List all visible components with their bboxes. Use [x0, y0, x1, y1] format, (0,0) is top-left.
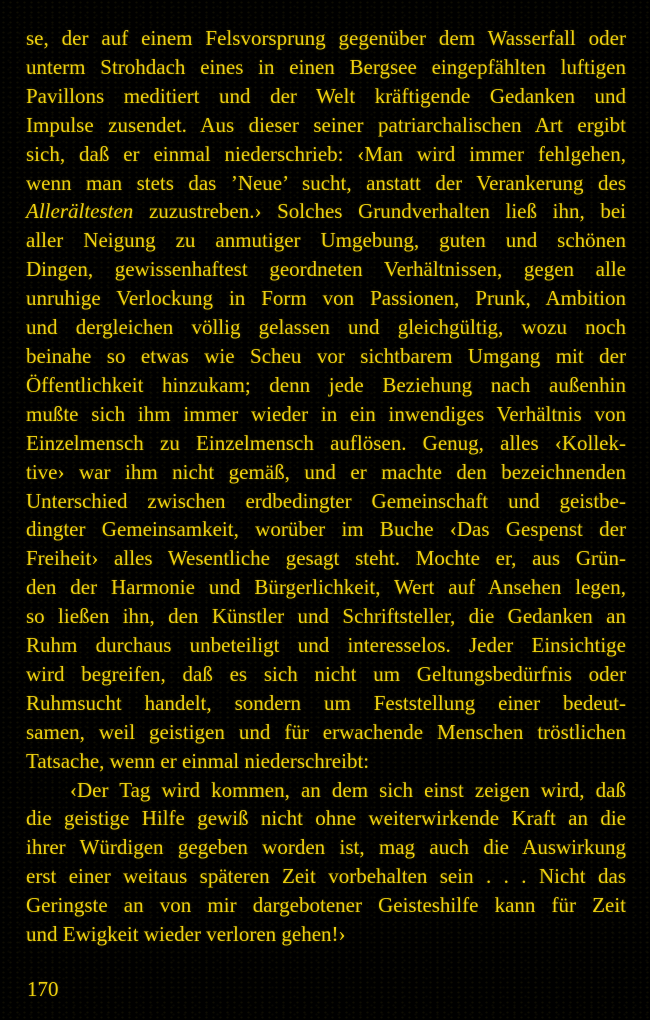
text-line: unruhige Verlockung in Form von Passionen, Prunk, Ambition [26, 286, 626, 311]
text-line: tive› war ihm nicht gemäß, und er machte den bezeichnenden [26, 459, 626, 484]
text-line: unterm Strohdach eines in einen Bergsee eingepfählten luftigen [26, 54, 626, 79]
text-line: Impulse zusendet. Aus dieser seiner patriarchalischen Art ergibt [26, 112, 626, 137]
text-line: wenn man stets das ’Neue’ sucht, anstatt der Verankerung des [26, 170, 626, 195]
italic-text: Allerältesten [26, 199, 134, 224]
text-line: sich, daß er einmal niederschrieb: ‹Man wird immer fehlgehen, [26, 141, 626, 166]
text-line: erst einer weitaus späteren Zeit vorbehalten sein . . . Nicht das [26, 864, 626, 889]
text-line: Dingen, gewissenhaftest geordneten Verhältnissen, gegen alle [26, 257, 626, 282]
text-line: Ruhmsucht handelt, sondern um Feststellung einer bedeut- [26, 690, 626, 715]
text-segment: zuzustreben.› Solches Grundverhalten ließ ihn, bei [133, 199, 626, 224]
text-line: und Ewigkeit wieder verloren gehen!› [26, 922, 346, 947]
text-line: Einzelmensch zu Einzelmensch auflösen. Genug, alles ‹Kollek- [26, 430, 626, 455]
text-line: aller Neigung zu anmutiger Umgebung, guten und schönen [26, 228, 626, 253]
text-line: beinahe so etwas wie Scheu vor sichtbarem Umgang mit der [26, 343, 626, 368]
text-line: Ruhm durchaus unbeteiligt und interesselos. Jeder Einsichtige [26, 633, 626, 658]
text-line [26, 197, 626, 226]
text-line: se, der auf einem Felsvorsprung gegenüber dem Wasserfall oder [26, 26, 626, 50]
text-line: so ließen ihn, den Künstler und Schriftsteller, die Gedanken an [26, 604, 626, 629]
text-line: ihrer Würdigen gegeben worden ist, mag auch die Auswirkung [26, 835, 626, 860]
page-number: 170 [27, 977, 59, 1001]
text-line: Öffentlichkeit hinzukam; denn jede Beziehung nach außenhin [26, 372, 626, 397]
text-line: ‹Der Tag wird kommen, an dem sich einst zeigen wird, daß [70, 777, 626, 802]
text-line: dingter Gemeinsamkeit, worüber im Buche ‹Das Gespenst der [26, 517, 626, 542]
text-block [26, 24, 626, 949]
text-line: samen, weil geistigen und für erwachende Menschen tröstlichen [26, 719, 626, 744]
text-line: wird begreifen, daß es sich nicht um Geltungsbedürfnis oder [26, 661, 626, 686]
text-line: mußte sich ihm immer wieder in ein inwendiges Verhältnis von [26, 401, 626, 426]
text-line: Freiheit› alles Wesentliche gesagt steht. Mochte er, aus Grün- [26, 546, 626, 571]
text-line: Tatsache, wenn er einmal niederschreibt: [26, 748, 370, 773]
text-line: die geistige Hilfe gewiß nicht ohne weiterwirkende Kraft an die [26, 806, 626, 831]
paragraph [26, 24, 626, 776]
paragraph [26, 776, 626, 949]
text-line: Pavillons meditiert und der Welt kräftigende Gedanken und [26, 83, 626, 108]
text-line: und dergleichen völlig gelassen und gleichgültig, wozu noch [26, 315, 626, 340]
text-line: Unterschied zwischen erdbedingter Gemeinschaft und geistbe- [26, 488, 626, 513]
text-line: den der Harmonie und Bürgerlichkeit, Wert auf Ansehen legen, [26, 575, 626, 600]
text-line: Geringste an von mir dargebotener Geisteshilfe kann für Zeit [26, 893, 626, 918]
